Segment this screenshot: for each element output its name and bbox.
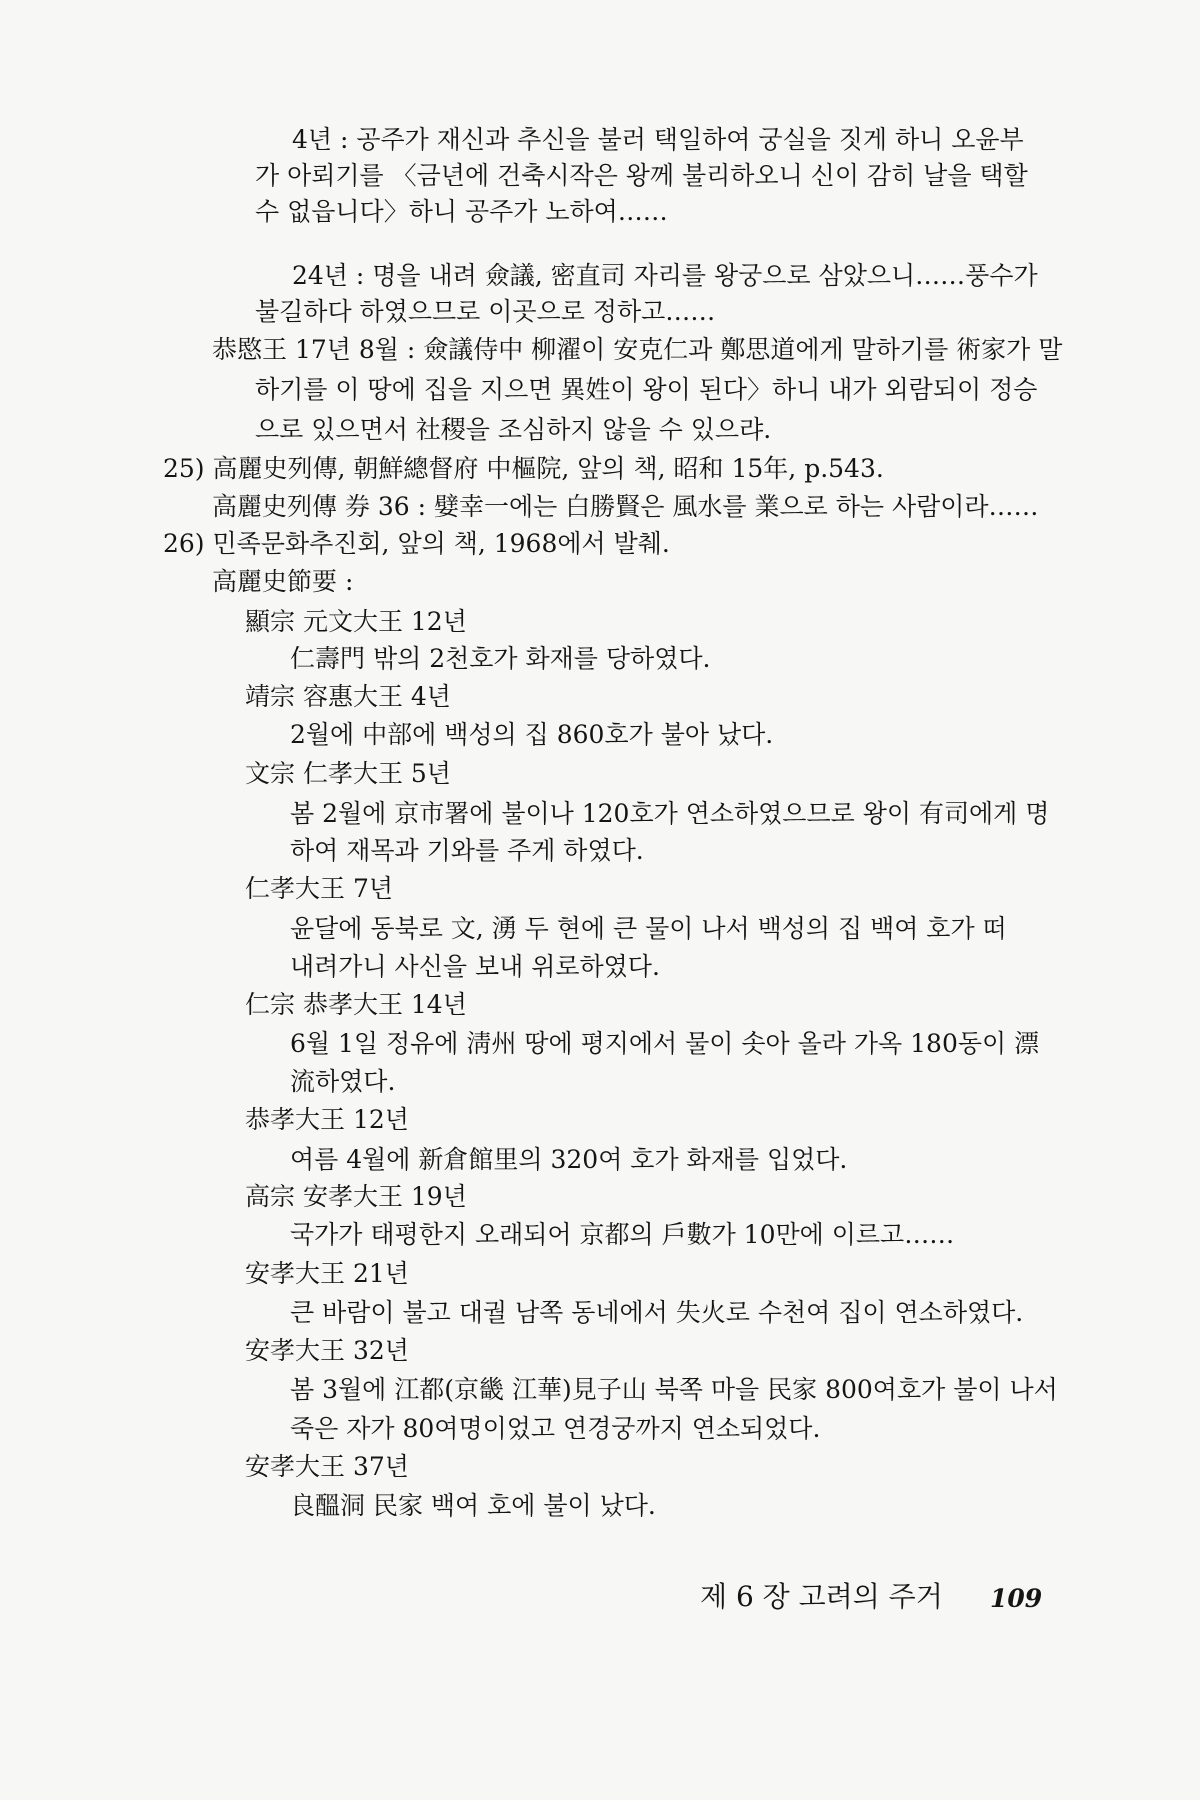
chapter-footer: 제 6 장 고려의 주거 bbox=[700, 1580, 943, 1613]
entry-text: 하여 재목과 기와를 주게 하였다. bbox=[290, 836, 644, 865]
text-line: 24년 : 명을 내려 僉議, 密直司 자리를 왕궁으로 삼았으니……풍수가 bbox=[292, 261, 1038, 290]
section-heading: 高麗史節要 : bbox=[212, 567, 354, 596]
footnote-26: 26) 민족문화추진회, 앞의 책, 1968에서 발췌. bbox=[163, 529, 670, 558]
entry-text: 仁壽門 밖의 2천호가 화재를 당하였다. bbox=[290, 644, 711, 673]
entry-text: 여름 4월에 新倉館里의 320여 호가 화재를 입었다. bbox=[290, 1145, 848, 1174]
text-line: 하기를 이 땅에 집을 지으면 異姓이 왕이 된다〉하니 내가 외람되이 정승 bbox=[255, 375, 1038, 404]
text-line: 으로 있으면서 社稷을 조심하지 않을 수 있으랴. bbox=[255, 415, 772, 444]
text-line: 4년 : 공주가 재신과 추신을 불러 택일하여 궁실을 짓게 하니 오윤부 bbox=[292, 125, 1024, 154]
reign-heading: 仁孝大王 7년 bbox=[245, 874, 394, 903]
reign-heading: 靖宗 容惠大王 4년 bbox=[245, 682, 451, 711]
entry-text: 6월 1일 정유에 淸州 땅에 평지에서 물이 솟아 올라 가옥 180동이 漂 bbox=[290, 1029, 1040, 1058]
text-line: 高麗史列傳 券 36 : 嬖幸一에는 白勝賢은 風水를 業으로 하는 사람이라…… bbox=[212, 492, 1039, 521]
reign-heading: 安孝大王 37년 bbox=[245, 1452, 409, 1481]
reign-heading: 顯宗 元文大王 12년 bbox=[245, 607, 467, 636]
reign-heading: 安孝大王 21년 bbox=[245, 1259, 409, 1288]
entry-text: 良醞洞 民家 백여 호에 불이 났다. bbox=[290, 1491, 656, 1520]
entry-text: 봄 3월에 江都(京畿 江華)見子山 북쪽 마을 民家 800여호가 불이 나서 bbox=[290, 1375, 1058, 1404]
entry-text: 큰 바람이 불고 대궐 남쪽 동네에서 失火로 수천여 집이 연소하였다. bbox=[290, 1298, 1024, 1327]
reign-heading: 安孝大王 32년 bbox=[245, 1336, 409, 1365]
reign-heading: 恭孝大王 12년 bbox=[245, 1105, 409, 1134]
entry-text: 국가가 태평한지 오래되어 京都의 戶數가 10만에 이르고…… bbox=[290, 1220, 955, 1249]
text-line: 恭愍王 17년 8월 : 僉議侍中 柳濯이 安克仁과 鄭思道에게 말하기를 術家가 말 bbox=[212, 335, 1063, 364]
page-number: 109 bbox=[990, 1584, 1043, 1613]
reign-heading: 高宗 安孝大王 19년 bbox=[245, 1182, 467, 1211]
entry-text: 流하였다. bbox=[290, 1067, 396, 1096]
entry-text: 내려가니 사신을 보내 위로하였다. bbox=[290, 952, 660, 981]
footnote-25: 25) 高麗史列傳, 朝鮮總督府 中樞院, 앞의 책, 昭和 15年, p.543. bbox=[163, 454, 884, 483]
entry-text: 윤달에 동북로 文, 湧 두 현에 큰 물이 나서 백성의 집 백여 호가 떠 bbox=[290, 914, 1007, 943]
reign-heading: 文宗 仁孝大王 5년 bbox=[245, 759, 451, 788]
entry-text: 2월에 中部에 백성의 집 860호가 불아 났다. bbox=[290, 720, 774, 749]
entry-text: 죽은 자가 80여명이었고 연경궁까지 연소되었다. bbox=[290, 1414, 821, 1443]
text-line: 수 없읍니다〉하니 공주가 노하여…… bbox=[255, 197, 668, 226]
reign-heading: 仁宗 恭孝大王 14년 bbox=[245, 990, 467, 1019]
text-line: 가 아뢰기를 〈금년에 건축시작은 왕께 불리하오니 신이 감히 날을 택할 bbox=[255, 161, 1028, 190]
entry-text: 봄 2월에 京市署에 불이나 120호가 연소하였으므로 왕이 有司에게 명 bbox=[290, 799, 1050, 828]
text-line: 불길하다 하였으므로 이곳으로 정하고…… bbox=[255, 297, 716, 326]
